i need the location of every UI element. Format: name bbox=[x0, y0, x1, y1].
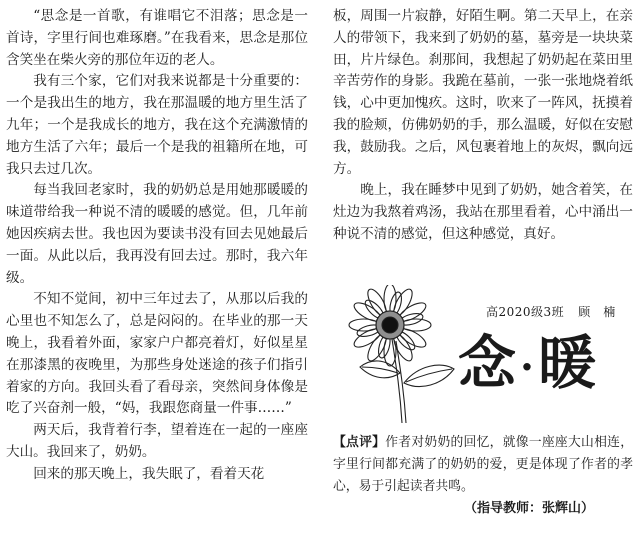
comment-block bbox=[333, 432, 633, 498]
title-char-right: 暖 bbox=[537, 329, 598, 397]
title-dot: · bbox=[520, 344, 536, 391]
article-left-column bbox=[6, 6, 308, 486]
paragraph: 板，周围一片寂静，好陌生啊。第二天早上，在亲人的带领下，我来到了奶奶的墓，墓旁是一块块菜田，片片绿色。刹那间，我想起了奶奶起在菜田里辛苦劳作的身影。我跪在墓前，一张一张地烧着纸钱，心中更加愧疚。这时，吹来了一阵风，抚摸着我的脸颊，仿佛奶奶的手，那么温暖，好似在安慰我，鼓励我。之后，风包裹着地上的灰烬，飘向远方。 bbox=[333, 8, 633, 177]
sunflower-icon bbox=[349, 285, 454, 423]
paragraph: 两天后，我背着行李，望着连在一起的一座座大山。我回来了，奶奶。 bbox=[6, 422, 308, 460]
paragraph: 晚上，我在睡梦中见到了奶奶，她含着笑，在灶边为我熬着鸡汤，我站在那里看着，心中涌出一种说不清的感觉，但这种感觉，真好。 bbox=[333, 182, 633, 242]
class-label: 高2020级3班 bbox=[486, 305, 565, 319]
paragraph: 我有三个家，它们对我来说都是十分重要的：一个是我出生的地方，我在那温暖的地方里生活了九年；一个是我成长的地方，我在这个充满激情的地方生活了六年；最后一个是我的祖籍所在地，可我只去过几次。 bbox=[6, 73, 308, 177]
comment-tag: 【点评】 bbox=[333, 435, 386, 450]
paragraph: 不知不觉间，初中三年过去了，从那以后我的心里也不知怎么了，总是闷闷的。在毕业的那一天晚上，我看着外面，家家户户都亮着灯，好似星星在那漆黑的夜晚里，为那些身处迷途的孩子们指引着家的方向。我回头看了看母亲，突然间身体像是吃了兴奋剂一般，“妈，我跟您商量一件事……” bbox=[6, 291, 308, 417]
comment-text: 作者对奶奶的回忆，就像一座座大山相连，字里行间都充满了的奶奶的爱，更是体现了作者的孝心，易于引起读者共鸣。 bbox=[333, 435, 633, 494]
teacher-credit: （指导教师：张辉山） bbox=[464, 501, 595, 516]
article-right-column bbox=[333, 6, 633, 246]
author-name: 顾 楠 bbox=[578, 305, 616, 319]
byline bbox=[486, 303, 616, 320]
article-title bbox=[458, 328, 598, 403]
paragraph: 回来的那天晚上，我失眠了，看着天花 bbox=[33, 465, 265, 482]
paragraph: “思念是一首歌，有谁唱它不泪落；思念是一首诗，字里行间也难琢磨。”在我看来，思念是那位含笑坐在柴火旁的那位年迈的老人。 bbox=[6, 8, 308, 68]
sunflower-illustration bbox=[330, 285, 470, 425]
title-char-left: 念 bbox=[458, 329, 519, 397]
paragraph: 每当我回老家时，我的奶奶总是用她那暖暖的味道带给我一种说不清的暖暖的感觉。但，几年前她因疾病去世。我也因为要读书没有回去见她最后一面。从此以后，我再没有回去过。那时，我六年级。 bbox=[6, 182, 308, 286]
